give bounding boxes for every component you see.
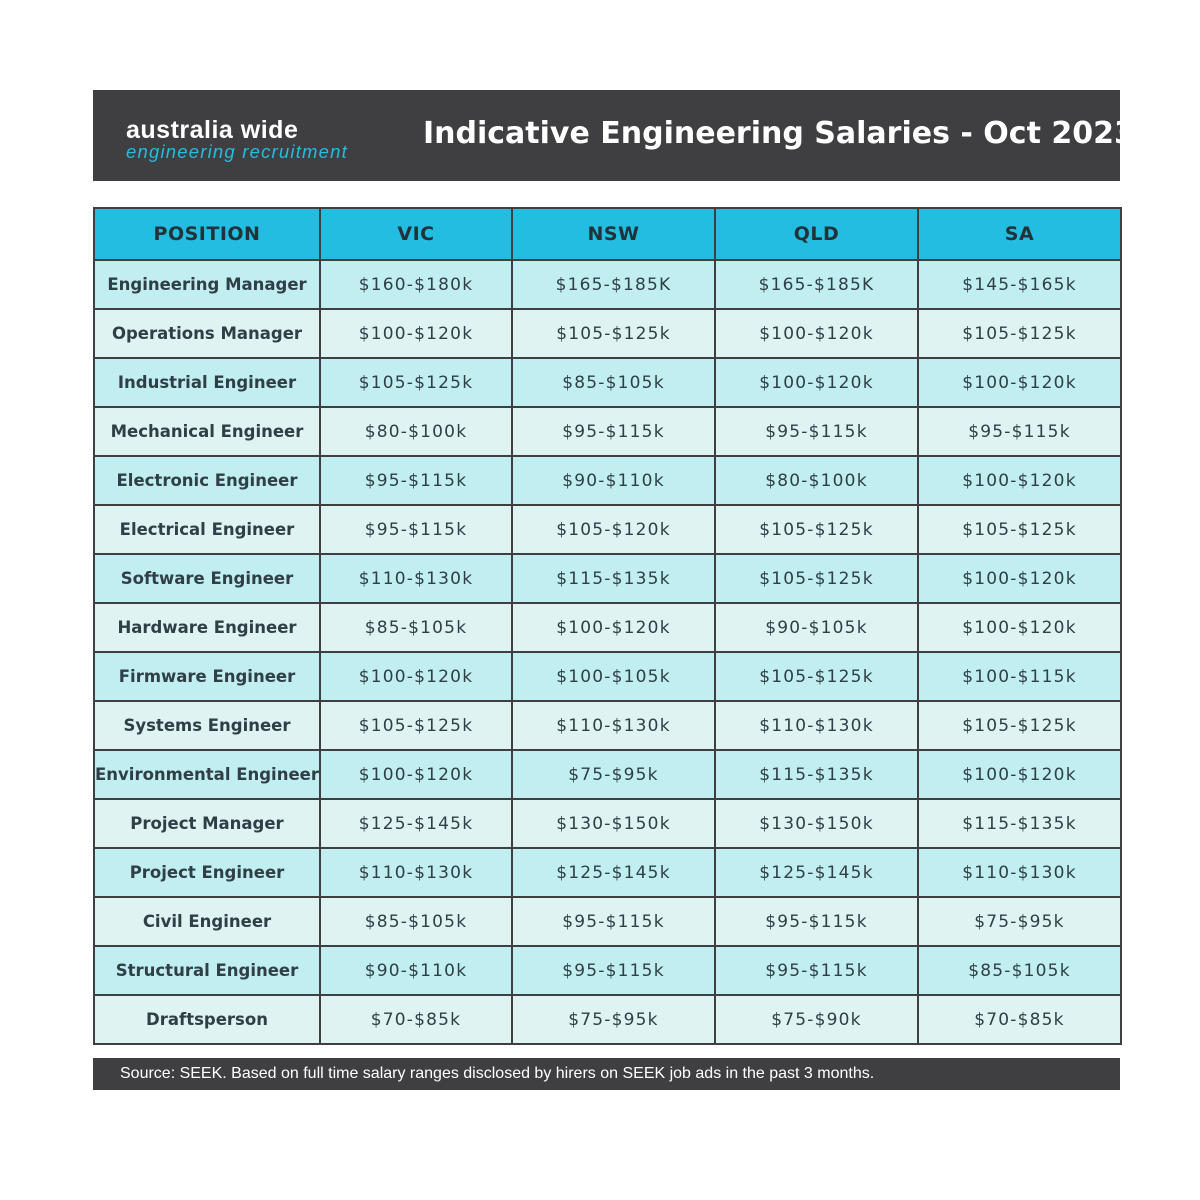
salary-cell: $110-$130k [512, 701, 715, 750]
salary-cell: $115-$135k [512, 554, 715, 603]
column-header-qld: QLD [715, 208, 918, 260]
salary-cell: $125-$145k [320, 799, 512, 848]
position-cell: Draftsperson [94, 995, 320, 1044]
table-row [94, 995, 1121, 1044]
position-cell: Hardware Engineer [94, 603, 320, 652]
salary-cell: $110-$130k [320, 848, 512, 897]
salary-cell: $100-$120k [320, 652, 512, 701]
table-row [94, 309, 1121, 358]
table-row [94, 554, 1121, 603]
table-body [94, 260, 1121, 1044]
table-row [94, 407, 1121, 456]
salary-cell: $105-$125k [715, 554, 918, 603]
salary-cell: $85-$105k [512, 358, 715, 407]
salary-cell: $95-$115k [715, 407, 918, 456]
position-cell: Electrical Engineer [94, 505, 320, 554]
salary-cell: $100-$120k [320, 750, 512, 799]
salary-cell: $75-$95k [512, 995, 715, 1044]
table-row [94, 701, 1121, 750]
salary-cell: $95-$115k [512, 946, 715, 995]
table-row [94, 946, 1121, 995]
position-cell: Electronic Engineer [94, 456, 320, 505]
salary-cell: $110-$130k [320, 554, 512, 603]
position-cell: Firmware Engineer [94, 652, 320, 701]
company-logo [126, 118, 348, 162]
salary-cell: $105-$125k [512, 309, 715, 358]
table-row [94, 750, 1121, 799]
salary-cell: $110-$130k [918, 848, 1121, 897]
salary-cell: $95-$115k [512, 897, 715, 946]
position-cell: Systems Engineer [94, 701, 320, 750]
source-footer [93, 1058, 1120, 1090]
table-row [94, 897, 1121, 946]
position-cell: Structural Engineer [94, 946, 320, 995]
salary-cell: $90-$110k [320, 946, 512, 995]
table-row [94, 505, 1121, 554]
salary-cell: $100-$120k [715, 358, 918, 407]
salary-cell: $100-$120k [918, 358, 1121, 407]
salary-cell: $100-$105k [512, 652, 715, 701]
source-note: Source: SEEK. Based on full time salary ranges disclosed by hirers on SEEK job ads in the past 3 months. [120, 1065, 875, 1082]
salary-cell: $95-$115k [715, 946, 918, 995]
position-cell: Software Engineer [94, 554, 320, 603]
column-header-vic: VIC [320, 208, 512, 260]
table-row [94, 652, 1121, 701]
salary-cell: $85-$105k [320, 897, 512, 946]
table-row [94, 260, 1121, 309]
salary-cell: $100-$120k [918, 554, 1121, 603]
salary-cell: $100-$120k [512, 603, 715, 652]
salary-cell: $75-$95k [512, 750, 715, 799]
salary-cell: $130-$150k [715, 799, 918, 848]
salary-table [93, 207, 1122, 1045]
salary-cell: $130-$150k [512, 799, 715, 848]
position-cell: Mechanical Engineer [94, 407, 320, 456]
salary-cell: $70-$85k [320, 995, 512, 1044]
table-row [94, 848, 1121, 897]
salary-cell: $165-$185K [715, 260, 918, 309]
salary-cell: $145-$165k [918, 260, 1121, 309]
salary-cell: $85-$105k [320, 603, 512, 652]
salary-cell: $95-$115k [918, 407, 1121, 456]
salary-cell: $105-$125k [320, 701, 512, 750]
position-cell: Engineering Manager [94, 260, 320, 309]
table-header-row [94, 208, 1121, 260]
salary-cell: $105-$125k [320, 358, 512, 407]
table-row [94, 799, 1121, 848]
position-cell: Environmental Engineer [94, 750, 320, 799]
salary-cell: $105-$125k [918, 505, 1121, 554]
column-header-position: POSITION [94, 208, 320, 260]
salary-cell: $100-$115k [918, 652, 1121, 701]
salary-cell: $85-$105k [918, 946, 1121, 995]
salary-cell: $95-$115k [512, 407, 715, 456]
position-cell: Project Manager [94, 799, 320, 848]
header-band [93, 90, 1135, 181]
logo-line-1: australia wide [126, 116, 299, 144]
salary-cell: $105-$120k [512, 505, 715, 554]
salary-cell: $75-$95k [918, 897, 1121, 946]
table-row [94, 603, 1121, 652]
column-header-sa: SA [918, 208, 1121, 260]
salary-cell: $75-$90k [715, 995, 918, 1044]
salary-cell: $70-$85k [918, 995, 1121, 1044]
salary-cell: $125-$145k [512, 848, 715, 897]
salary-cell: $90-$105k [715, 603, 918, 652]
salary-cell: $100-$120k [918, 750, 1121, 799]
salary-cell: $105-$125k [715, 652, 918, 701]
salary-cell: $165-$185K [512, 260, 715, 309]
salary-cell: $100-$120k [918, 456, 1121, 505]
salary-cell: $105-$125k [918, 309, 1121, 358]
salary-cell: $115-$135k [715, 750, 918, 799]
salary-cell: $160-$180k [320, 260, 512, 309]
salary-cell: $95-$115k [320, 505, 512, 554]
salary-cell: $100-$120k [918, 603, 1121, 652]
salary-cell: $95-$115k [320, 456, 512, 505]
salary-cell: $100-$120k [320, 309, 512, 358]
position-cell: Civil Engineer [94, 897, 320, 946]
salary-cell: $100-$120k [715, 309, 918, 358]
salary-cell: $90-$110k [512, 456, 715, 505]
salary-cell: $125-$145k [715, 848, 918, 897]
column-header-nsw: NSW [512, 208, 715, 260]
position-cell: Project Engineer [94, 848, 320, 897]
salary-cell: $80-$100k [320, 407, 512, 456]
logo-line-2: engineering recruitment [126, 141, 348, 162]
position-cell: Industrial Engineer [94, 358, 320, 407]
salary-cell: $115-$135k [918, 799, 1121, 848]
salary-cell: $95-$115k [715, 897, 918, 946]
salary-cell: $105-$125k [715, 505, 918, 554]
page-title: Indicative Engineering Salaries - Oct 2023 [423, 116, 1135, 151]
salary-cell: $110-$130k [715, 701, 918, 750]
position-cell: Operations Manager [94, 309, 320, 358]
salary-cell: $80-$100k [715, 456, 918, 505]
table-row [94, 358, 1121, 407]
table-row [94, 456, 1121, 505]
salary-cell: $105-$125k [918, 701, 1121, 750]
